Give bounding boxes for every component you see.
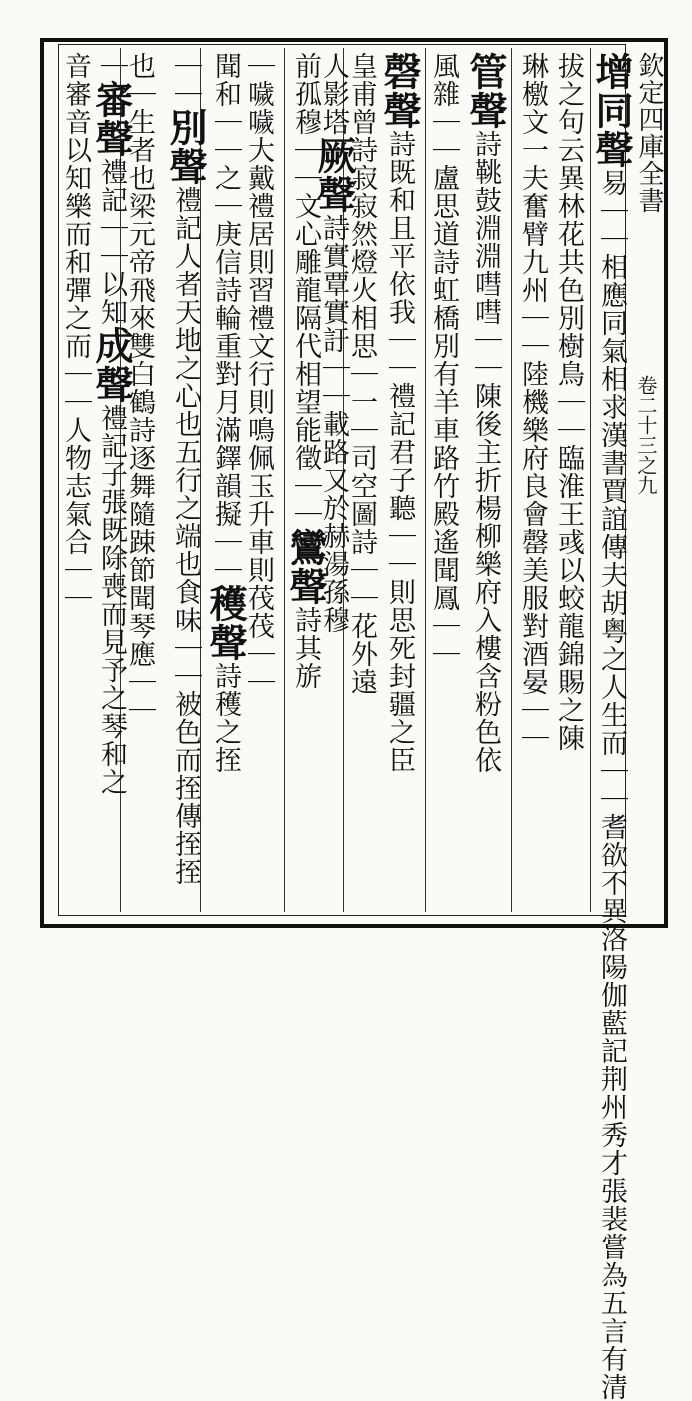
column-rule [511,48,512,912]
text-column-10 [245,52,272,912]
text-column-6 [377,52,422,912]
entry-text: ｜噦噦大戴禮居則習禮文行則鳴佩玉升車則 [243,52,274,584]
entry-text: 穆｜｜文心雕龍隔代相望能徵｜｜ [290,108,321,528]
text-column-5 [430,52,457,912]
entry-text: 詩穫之挃 [210,662,241,774]
entry-text: 風雜｜｜盧思道詩虹橋別有羊車路竹殿遙聞鳳｜｜ [428,52,459,668]
entry-text: 也｜ [124,52,155,108]
text-column-3 [519,52,546,912]
entry-text: 人影塔 [318,52,349,136]
entry-text: 詩實覃實訏｜｜載路又於赫湯孫穆 [318,214,349,634]
entry-text: 詩鞉鼓淵淵嘒嘒｜｜陳後主折楊柳樂府入樓含粉色依 [470,130,501,774]
entry-text: 生者也梁元帝飛來雙白鶴詩逐舞隨踈節聞琴應｜｜ [124,108,155,724]
text-column-4 [463,52,508,912]
column-rule [284,48,285,912]
entry-heading: 審聲 [89,80,134,158]
text-column-11 [203,52,248,912]
text-column-1 [589,52,634,1401]
entry-text: 前孤 [290,52,321,108]
text-column-13 [126,52,153,912]
column-rule [425,48,426,912]
entry-text: 詩其旂 [290,606,321,690]
entry-heading: 鸞聲 [283,528,328,606]
entry-text: ｜｜ [170,52,201,108]
volume-label: 卷二十三之九 [634,375,658,495]
text-column-12 [163,52,208,912]
column-rule [590,48,591,912]
entry-text: 禮記子張既除喪而見予之琴和之 [96,404,127,796]
text-column-2 [555,52,582,912]
entry-text: 音審音以知樂 [60,52,91,220]
entry-text: 易｜｜相應同氣相求漢書賈誼傳夫胡粤之人生而｜｜耆欲不異洛陽伽藍記荆州秀才張裴嘗為五言有清 [596,169,627,1401]
entry-text: 拔之句云異林花共色別樹鳥｜｜臨淮王彧以蛟龍錦賜之陳 [553,52,584,752]
book-title: 欽定四庫全書 [634,52,664,214]
entry-text: ｜ [96,52,127,80]
entry-text: 詩既和且平依我｜｜禮記君子聽｜｜則思死封疆之臣 [384,130,415,774]
entry-text: 琳檄文一夫奮臂九州｜｜陸機樂府良會罄美服對酒晏｜｜ [517,52,548,752]
text-column-14 [89,52,134,912]
entry-text: 茷茷｜｜ [243,584,274,696]
entry-text: 而和彈之而｜｜人物志氣合｜｜ [60,220,91,612]
entry-text: 禮記人者天地之心也五行之端也食味｜｜被色而 [170,186,201,774]
text-column-9 [283,52,328,912]
entry-text: 皇甫曾詩寂寂然燈火相思｜一｜司空圖詩｜｜花外遠 [346,52,377,696]
entry-text: 禮記｜｜以知 [96,158,127,326]
entry-text: 聞和｜｜之｜庚信詩輪重對月滿鐸韻擬｜｜ [210,52,241,584]
text-column-15 [62,52,89,912]
entry-heading: 磬聲 [377,52,422,130]
entry-heading: 成聲 [89,326,134,404]
entry-heading: 別聲 [163,108,208,186]
entry-heading: 厥聲 [311,136,356,214]
entry-heading: 穫聲 [203,584,248,662]
entry-heading: 管聲 [463,52,508,130]
entry-heading: 增同聲 [589,52,634,169]
entry-text: 挃傳挃挃 [170,774,201,886]
